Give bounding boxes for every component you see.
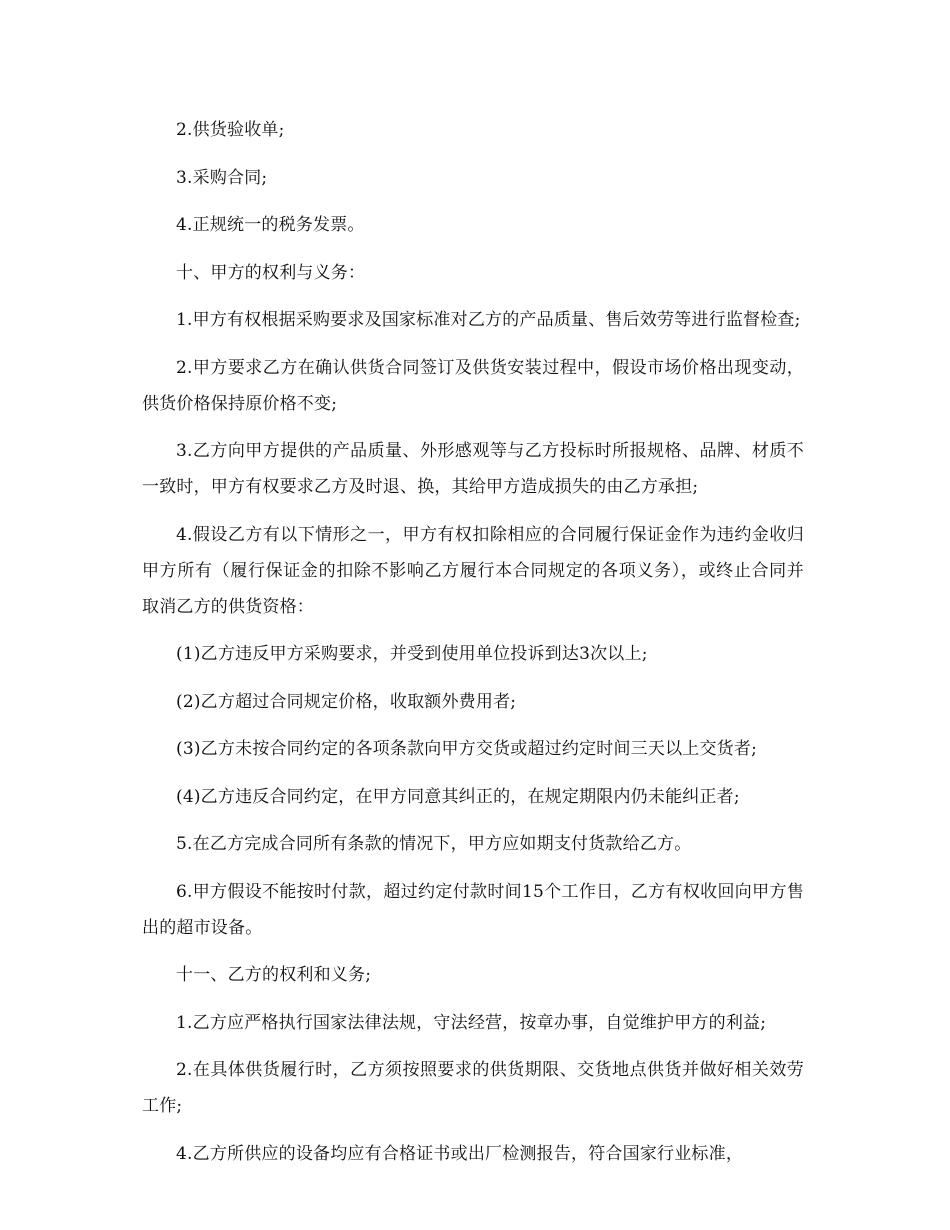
section-heading: 十、甲方的权利与义务： <box>176 262 366 283</box>
paragraph: 4.乙方所供应的设备均应有合格证书或出厂检测报告，符合国家行业标准， <box>176 1143 744 1164</box>
paragraph: 5.在乙方完成合同所有条款的情况下，甲方应如期支付货款给乙方。 <box>176 834 692 854</box>
document-page <box>142 112 804 1183</box>
sub-clause: (4)乙方违反合同约定，在甲方同意其纠正的，在规定期限内仍未能纠正者; <box>176 786 740 807</box>
paragraph: 3.乙方向甲方提供的产品质量、外形感观等与乙方投标时所报规格、品牌、材质不一致时，甲方有权要求乙方及时退、换，其给甲方造成损失的由乙方承担; <box>142 441 804 497</box>
paragraph: 1.甲方有权根据采购要求及国家标准对乙方的产品质量、售后效劳等进行监督检查; <box>176 310 801 330</box>
paragraph: 2.甲方要求乙方在确认供货合同签订及供货安装过程中，假设市场价格出现变动，供货价格保持原价格不变; <box>142 357 804 414</box>
paragraph: 1.乙方应严格执行国家法律法规，守法经营，按章办事，自觉维护甲方的利益; <box>176 1012 767 1033</box>
sub-clause: (1)乙方违反甲方采购要求，并受到使用单位投诉到达3次以上; <box>176 644 648 664</box>
paragraph: 4.正规统一的税务发票。 <box>176 215 365 235</box>
paragraph: 4.假设乙方有以下情形之一，甲方有权扣除相应的合同履行保证金作为违约金收归甲方所有（履行保证金的扣除不影响乙方履行本合同规定的各项义务），或终止合同并取消乙方的供货资格： <box>142 524 804 617</box>
paragraph: 2.供货验收单; <box>176 120 285 140</box>
paragraph: 2.在具体供货履行时，乙方须按照要求的供货期限、交货地点供货并做好相关效劳工作; <box>142 1060 804 1116</box>
paragraph: 3.采购合同; <box>176 167 268 188</box>
paragraph: 6.甲方假设不能按时付款，超过约定付款时间15个工作日，乙方有权收回向甲方售出的超市设备。 <box>142 881 804 938</box>
sub-clause: (2)乙方超过合同规定价格，收取额外费用者; <box>176 691 517 712</box>
sub-clause: (3)乙方未按合同约定的各项条款向甲方交货或超过约定时间三天以上交货者; <box>176 739 758 759</box>
section-heading: 十一、乙方的权利和义务; <box>176 965 372 985</box>
